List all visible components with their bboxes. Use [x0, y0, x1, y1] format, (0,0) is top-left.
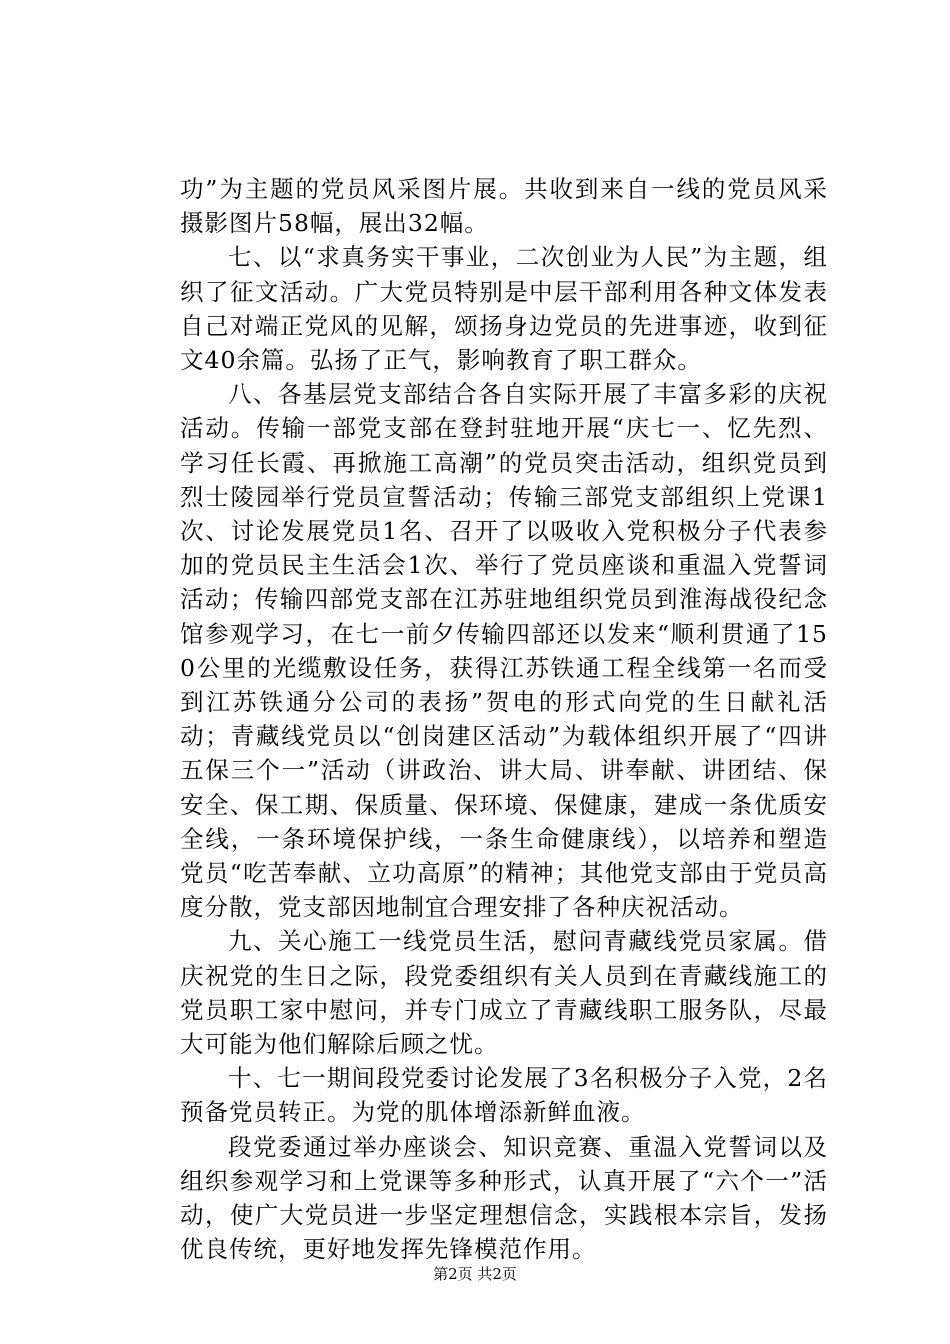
page-footer: 第2页 共2页 [433, 1265, 517, 1283]
paragraph-item-7: 七、以“求真务实干事业，二次创业为人民”为主题，组织了征文活动。广大党员特别是中层干部利用各种文体发表自己对端正党风的见解，颂扬身边党员的先进事迹，收到征文40余篇。弘扬了正气，影响教育了职工群众。 [180, 243, 828, 375]
paragraph-item-8: 八、各基层党支部结合各自实际开展了丰富多彩的庆祝活动。传输一部党支部在登封驻地开展“庆七一、忆先烈、学习任长霞、再掀施工高潮”的党员突击活动，组织党员到烈士陵园举行党员宣誓活动；传输三部党支部组织上党课1次、讨论发展党员1名、召开了以吸收入党积极分子代表参加的党员民主生活会1次、举行了党员座谈和重温入党誓词活动；传输四部党支部在江苏驻地组织党员到淮海战役纪念馆参观学习，在七一前夕传输四部还以发来“顺利贯通了150公里的光缆敷设任务，获得江苏铁通工程全线第一名而受到江苏铁通分公司的表扬”贺电的形式向党的生日献礼活动；青藏线党员以“创岗建区活动”为载体组织开展了“四讲五保三个一”活动（讲政治、讲大局、讲奉献、讲团结、保安全、保工期、保质量、保环境、保健康，建成一条优质安全线，一条环境保护线，一条生命健康线），以培养和塑造党员“吃苦奉献、立功高原”的精神；其他党支部由于党员高度分散，党支部因地制宜合理安排了各种庆祝活动。 [180, 380, 828, 922]
document-body [180, 172, 828, 1267]
paragraph-item-9: 九、关心施工一线党员生活，慰问青藏线党员家属。借庆祝党的生日之际，段党委组织有关人员到在青藏线施工的党员职工家中慰问，并专门成立了青藏线职工服务队，尽最大可能为他们解除后顾之忧。 [180, 927, 828, 1059]
paragraph-summary: 段党委通过举办座谈会、知识竞赛、重温入党誓词以及组织参观学习和上党课等多种形式，认真开展了“六个一”活动，使广大党员进一步坚定理想信念，实践根本宗旨，发扬优良传统，更好地发挥先锋模范作用。 [180, 1132, 828, 1264]
paragraph-continuation: 功”为主题的党员风采图片展。共收到来自一线的党员风采摄影图片58幅，展出32幅。 [180, 175, 828, 238]
paragraph-item-10: 十、七一期间段党委讨论发展了3名积极分子入党，2名预备党员转正。为党的肌体增添新鲜血液。 [180, 1064, 828, 1127]
